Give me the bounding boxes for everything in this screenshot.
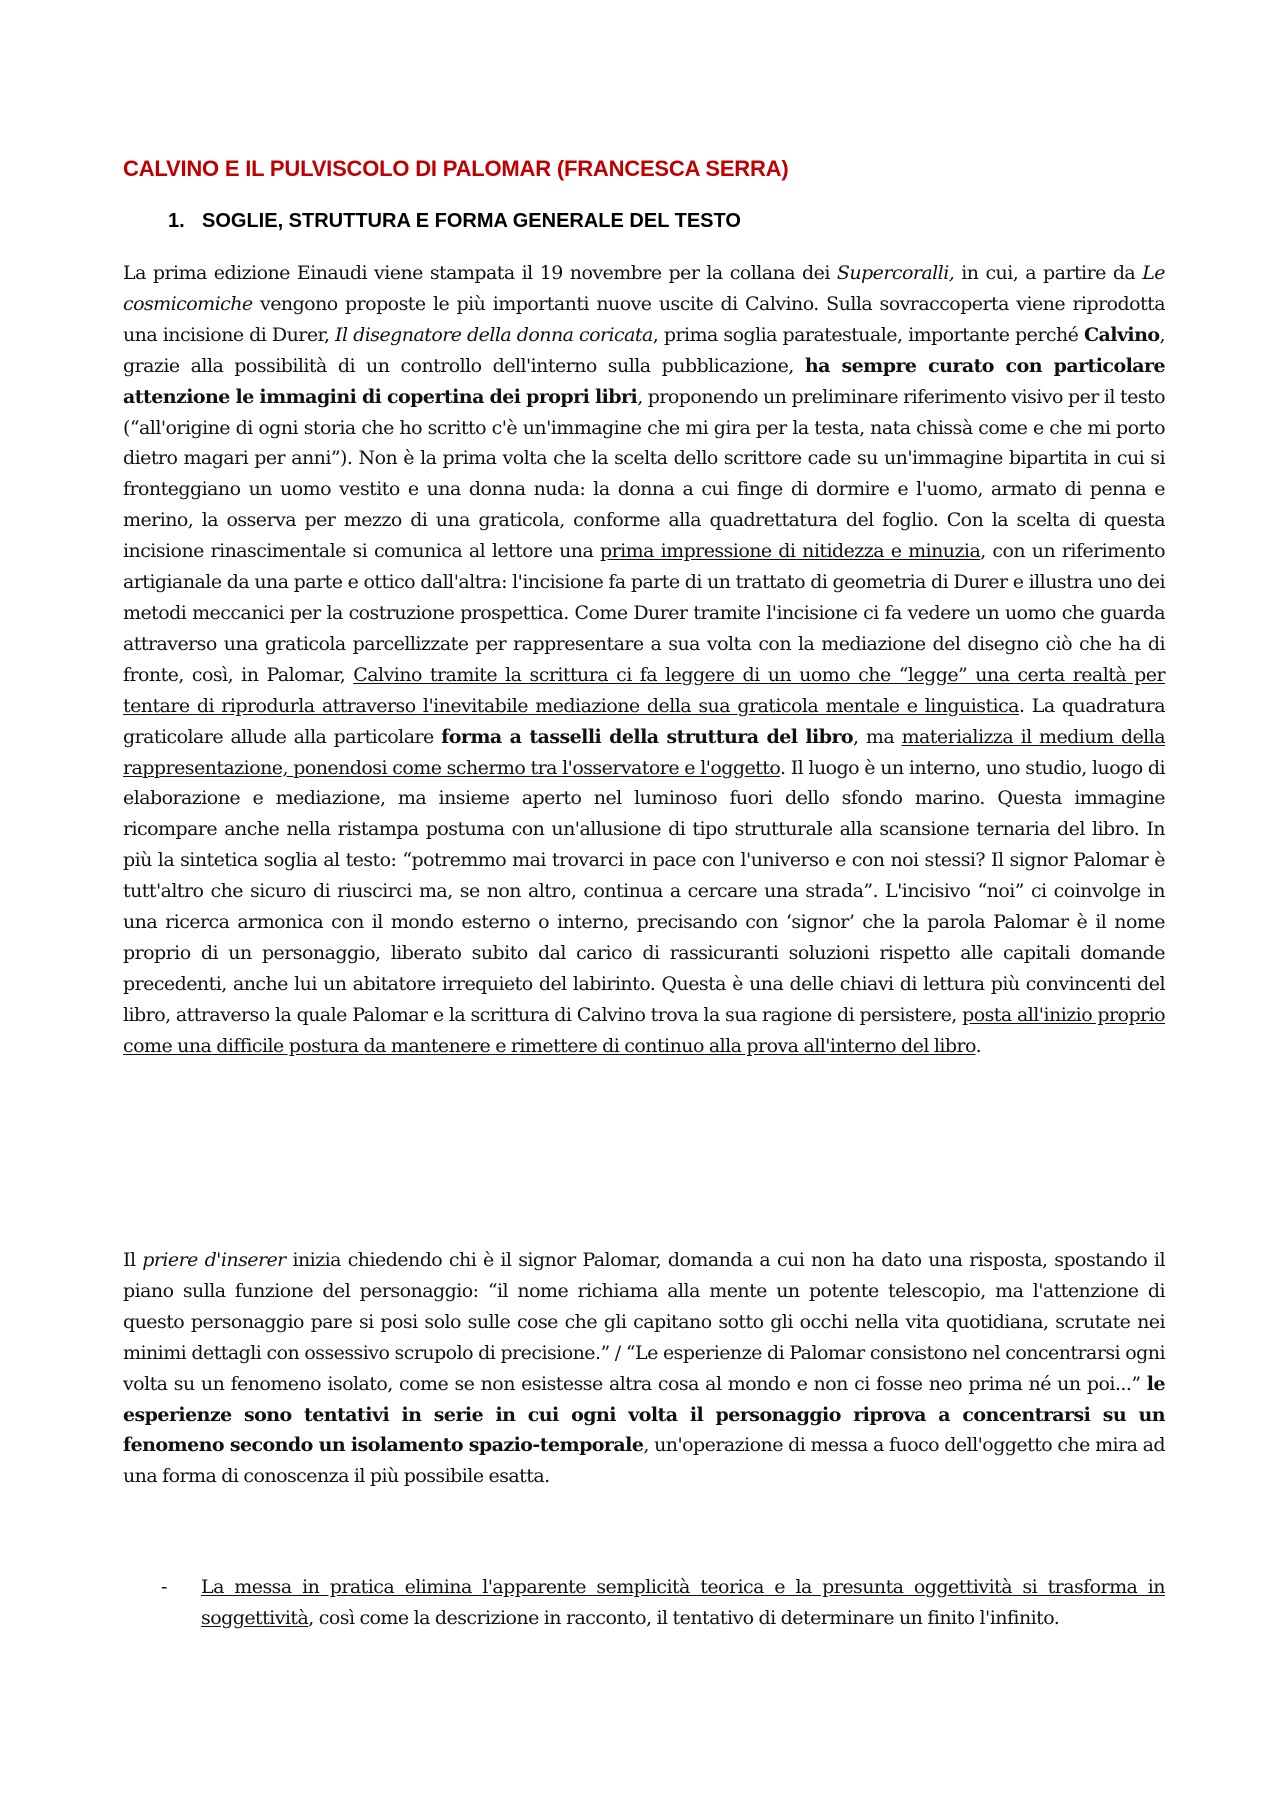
bullet-text [201, 1572, 1165, 1634]
underlined-text: posta all'inizio proprio come una difficile postura da mantenere e rimettere di continuo alla prova all'interno del libro [123, 1003, 1165, 1057]
text-span: . La quadratura graticolare allude alla particolare [123, 694, 1165, 748]
italic-text: priere d'inserer [142, 1249, 286, 1271]
text-span: , prima soglia paratestuale, importante perché [652, 323, 1084, 346]
text-span: in cui, a partire da [954, 262, 1143, 284]
text-span: , così come la descrizione in racconto, il tentativo di determinare un finito l'infinito. [308, 1606, 1060, 1629]
document-title: CALVINO E IL PULVISCOLO DI PALOMAR (FRANCESCA SERRA) [123, 156, 789, 181]
italic-text: Le cosmicomiche [123, 262, 1165, 315]
text-span: , con un riferimento artigianale da una parte e ottico dall'altra: l'incisione fa parte di un trattato di geometria di Durer e illustra uno dei metodi meccanici per la costruzione prospettica. Come Durer tramite l'incisione ci fa vedere un uomo che guarda attraverso una graticola parcellizzate per rappresentare a sua volta con la mediazione del disegno ciò che ha di fronte, così, in Palomar, [123, 540, 1165, 686]
bullet-dash: - [161, 1576, 168, 1598]
bold-text: ha sempre curato con particolare attenzione le immagini di copertina dei propri libri [123, 354, 1166, 408]
section-heading [168, 210, 1168, 233]
text-span: inizia chiedendo chi è il signor Palomar, domanda a cui non ha dato una risposta, spostando il piano sulla funzione del personaggio: “il nome richiama alla mente un potente telescopio, ma l'attenzione di questo personaggio pare si posi solo sulle cose che gli capitano sotto gli occhi nella vita quotidiana, scrutate nei minimi dettagli con ossessivo scrupolo di precisione.” / “Le esperienze di Palomar consistono nel concentrarsi ogni volta su un fenomeno isolato, come se non esistesse altra cosa al mondo e non ci fosse neo prima né un poi...” [123, 1249, 1165, 1395]
section-number: 1. [168, 210, 185, 232]
bold-text: forma a tasselli della struttura del libro [441, 725, 854, 748]
underlined-text: La messa in pratica elimina l'apparente semplicità teorica e la presunta oggettività si trasforma in soggettività [201, 1576, 1165, 1629]
section-label: SOGLIE, STRUTTURA E FORMA GENERALE DEL TESTO [202, 210, 741, 232]
text-span: , ma [853, 725, 902, 748]
paragraph-2 [123, 1245, 1165, 1492]
text-span: . [975, 1034, 982, 1057]
underlined-text: Calvino tramite la scrittura ci fa leggere di un uomo che “legge” una certa realtà per tentare di riprodurla attraverso l'inevitabile mediazione della sua graticola mentale e linguistica [123, 663, 1165, 717]
italic-text: Supercoralli, [836, 262, 955, 284]
paragraph-1 [123, 258, 1165, 1062]
text-span: , grazie alla possibilità di un controllo dell'interno sulla pubblicazione, [123, 323, 1165, 377]
text-span: La prima edizione Einaudi viene stampata il 19 novembre per la collana dei [123, 262, 837, 284]
italic-text: Il disegnatore della donna coricata [335, 323, 653, 346]
text-span: , un'operazione di messa a fuoco dell'oggetto che mira ad una forma di conoscenza il più possibile esatta. [123, 1434, 1165, 1488]
text-span: , proponendo un preliminare riferimento visivo per il testo (“all'origine di ogni storia che ho scritto c'è un'immagine che mi gira per la testa, nata chissà come e che mi porto dietro magari per anni”). Non è la prima volta che la scelta dello scrittore cade su un'immagine bipartita in cui si fronteggiano un uomo vestito e una donna nuda: la donna a cui finge di dormire e l'uomo, armato di penna e merino, la osserva per mezzo di una graticola, conforme alla quadrettatura del foglio. Con la scelta di questa incisione rinascimentale si comunica al lettore una [123, 385, 1166, 563]
bold-text: Calvino [1083, 323, 1160, 346]
text-span: Il [123, 1249, 143, 1271]
underlined-text: materializza il medium della rappresentazione, ponendosi come schermo tra l'osservatore e l'oggetto [123, 725, 1166, 779]
underlined-text: prima impressione di nitidezza e minuzia [599, 540, 981, 563]
text-span: . Il luogo è un interno, uno studio, luogo di elaborazione e mediazione, ma insieme aperto nel luminoso fuori dello sfondo marino. Questa immagine ricompare anche nella ristampa postuma con un'allusione di tipo strutturale alla scansione ternaria del libro. In più la sintetica soglia al testo: “potremmo mai trovarci in pace con l'universo e con noi stessi? Il signor Palomar è tutt'altro che sicuro di riuscirci ma, se non altro, continua a cercare una strada”. L'incisivo “noi” ci coinvolge in una ricerca armonica con il mondo esterno o interno, precisando con ‘signor’ che la parola Palomar è il nome proprio di un personaggio, liberato subito dal carico di rassicuranti soluzioni rispetto alle capitali domande precedenti, anche lui un abitatore irrequieto del labirinto. Questa è una delle chiavi di lettura più convincenti del libro, attraverso la quale Palomar e la scrittura di Calvino trova la sua ragione di persistere, [123, 756, 1165, 1026]
bold-text: le esperienze sono tentativi in serie in cui ogni volta il personaggio riprova a concentrarsi su un fenomeno secondo un isolamento spazio-temporale [123, 1372, 1165, 1457]
text-span: vengono proposte le più importanti nuove uscite di Calvino. Sulla sovraccoperta viene riprodotta una incisione di Durer, [123, 292, 1165, 346]
